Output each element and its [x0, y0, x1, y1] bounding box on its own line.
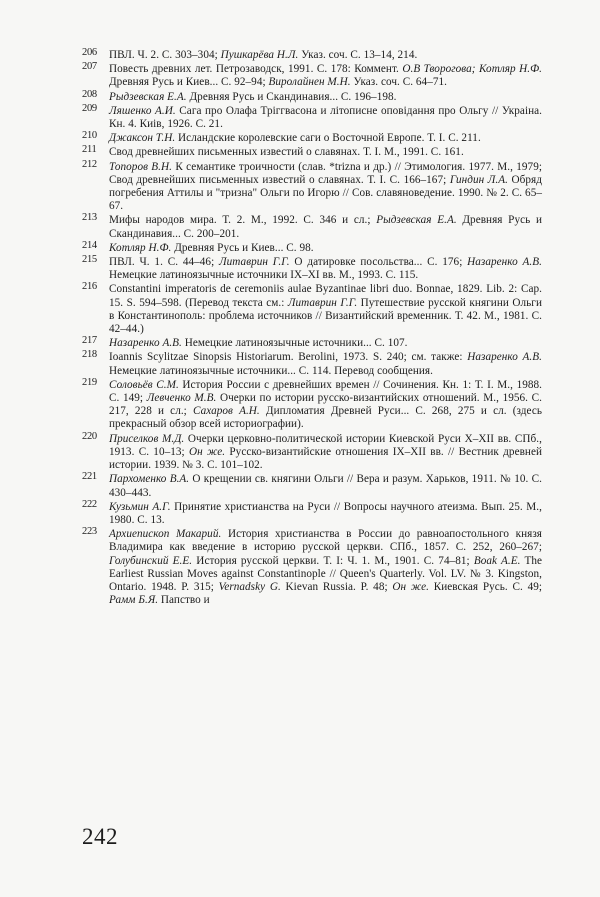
footnote-author: Он же.	[392, 580, 429, 593]
footnote-author: Назаренко А.В.	[467, 351, 542, 364]
footnote-author: Литаврин Г.Г.	[287, 296, 358, 309]
footnote-text: О крещении св. княгини Ольги // Вера и разум. Харьков, 1911. № 10. С. 430–443.	[109, 473, 542, 499]
footnote-author: Топоров В.Н.	[109, 160, 173, 173]
footnote	[82, 158, 542, 214]
footnote-number: 208	[82, 88, 97, 100]
footnote-author: Кузьмин А.Г.	[109, 500, 171, 513]
footnote	[82, 88, 542, 104]
footnote-text: Принятие христианства на Руси // Вопросы научного атеизма. Вып. 25. М., 1980. С. 13.	[109, 500, 542, 526]
footnote-text: История христианства в России до равноапостольного князя Владимира как введение в историю русской церкви. СПб., 1857. С. 252, 260–267;	[109, 528, 542, 554]
footnote-author: Котляр Н.Ф.	[109, 241, 172, 254]
footnote-number: 219	[82, 376, 97, 388]
footnote	[82, 528, 542, 607]
footnote-text: Древняя Русь и Киев... С. 98.	[171, 241, 314, 254]
footnote	[82, 351, 542, 377]
footnote	[82, 283, 542, 336]
footnote-text: Указ. соч. С. 13–14, 214.	[298, 49, 418, 61]
footnote-number: 222	[82, 498, 97, 510]
footnote-author: Гиндин Л.А.	[449, 173, 508, 186]
footnote-text: Дипломатия Древней Руси... С. 268, 275 и сл. (здесь прекрасный обзор всей историографии).	[109, 405, 542, 431]
footnote-number: 221	[82, 471, 97, 483]
footnote-author: Рамм Б.Я.	[109, 594, 159, 607]
footnote-number: 207	[82, 61, 97, 73]
footnote	[82, 102, 543, 131]
footnote-author: О.В Творогова; Котляр Н.Ф.	[402, 63, 542, 76]
footnote-text: Обряд погребения Аттилы и "тризна" Ольги по Игорю // Сов. славяноведение. 1990. № 2. С. 65–67.	[109, 173, 542, 213]
footnote	[82, 498, 542, 527]
footnote-author: Ляшенко А.И.	[109, 104, 176, 117]
footnote-text: The Earliest Russian Moves against Constantinople // Queen's Quarterly. Vol. LV. № 3. Kingston, Ontario. 1948. P. 315;	[109, 554, 542, 593]
footnote-author: Джаксон Т.Н.	[109, 132, 176, 145]
footnote-text: Древняя Русь и Скандинавия... С. 200–201.	[109, 214, 542, 240]
footnote-text: Немецкие латиноязычные источники... С. 114. Перевод сообщения.	[109, 364, 433, 377]
footnote-text: Исландские королевские саги о Восточной Европе. Т. I. С. 211.	[175, 132, 481, 145]
footnote-text: Свод древнейших письменных известий о славянах. Т. I. М., 1991. С. 161.	[109, 146, 464, 159]
page-number: 242	[82, 824, 118, 849]
footnote-text: Ioannis Scylitzae Sinopsis Historiarum. Berolini, 1973. S. 240; см. также:	[109, 351, 468, 364]
footnote-text: Немецкие латиноязычные источники... С. 107.	[181, 337, 408, 350]
footnote	[82, 63, 542, 89]
footnote-number: 216	[82, 281, 97, 293]
footnote	[82, 214, 542, 240]
footnote-number: 214	[82, 239, 97, 251]
footnote-text: Папство и	[158, 594, 210, 607]
footnote-text: К семантике троичности (слав. *trizna и др.) // Этимология. 1977. М., 1979; Свод древнейших письменных известий о славянах. Т. I. С. 166–167;	[109, 160, 542, 186]
footnote-text: Путешествие русской княгини Ольги в Константинополь: проблема источников // Византийский временник. Т. 42. М., 1981. С. 42–44.)	[109, 296, 542, 336]
footnote-author: Сахаров А.Н.	[192, 405, 260, 418]
footnote-text: Указ. соч. С. 64–71.	[350, 76, 447, 89]
footnote-text: Мифы народов мира. Т. 2. М., 1992. С. 346 и сл.;	[109, 214, 377, 227]
footnote-author: Пушкарёва Н.Л.	[220, 49, 299, 61]
footnote-number: 210	[82, 130, 97, 142]
footnote-number: 218	[82, 349, 97, 361]
footnote-text: Древняя Русь и Киев... С. 92–94;	[109, 76, 269, 89]
footnote-text: Сага про Олафа Трiггвасона и лiтописне оповiдання про Ольгу // Украiна. Кн. 4. Киiв, 1926. С. 21.	[109, 104, 543, 131]
footnote-author: Он же.	[188, 445, 226, 458]
footnote-author: Пархоменко В.А.	[109, 473, 190, 486]
footnote-text: Русско-византийские отношения IX–XII вв. // Вестник древней истории. 1939. № 3. С. 101–102.	[109, 445, 543, 472]
footnote-number: 217	[82, 335, 97, 347]
footnote-text: Kievan Russia. P. 48;	[280, 580, 393, 593]
footnote-text: ПВЛ. Ч. 1. С. 44–46;	[109, 256, 220, 269]
footnote-number: 206	[82, 47, 97, 58]
footnote-text: История России с древнейших времен // Сочинения. Кн. 1: Т. I. М., 1988. С. 149;	[109, 378, 543, 405]
footnote-author: Голубинский Е.Е.	[109, 554, 193, 567]
footnote-author: Рыдзевская Е.А.	[376, 214, 457, 227]
footnote-author: Соловьёв С.М.	[109, 378, 179, 391]
footnote-text: История русской церкви. Т. I: Ч. 1. М., 1901. С. 74–81;	[192, 554, 474, 567]
footnote	[82, 49, 542, 62]
footnote-number: 209	[82, 102, 97, 114]
footnote-author: Boak A.E.	[473, 554, 521, 567]
footnote-text: Очерки церковно-политической истории Киевской Руси X–XII вв. СПб., 1913. С. 10–13;	[109, 432, 542, 458]
footnotes-list	[82, 49, 542, 608]
footnote-author: Приселков М.Д.	[109, 432, 185, 445]
footnote	[82, 146, 542, 159]
footnote	[82, 430, 543, 473]
footnote	[82, 473, 542, 499]
footnote-author: Архиепископ Макарий.	[109, 528, 222, 541]
footnote-text: Повесть древних лет. Петрозаводск, 1991. С. 178: Коммент.	[109, 63, 403, 76]
footnote-number: 211	[82, 144, 97, 156]
footnote-author: Назаренко А.В.	[467, 256, 542, 269]
footnote	[82, 376, 543, 432]
footnote-author: Vernadsky G.	[218, 580, 281, 593]
footnote	[82, 132, 542, 145]
footnote-text: ПВЛ. Ч. 2. С. 303–304;	[109, 49, 221, 61]
footnote-number: 215	[82, 254, 97, 266]
footnote-text: О датировке посольства... С. 176;	[289, 256, 468, 269]
footnote-author: Рыдзевская Е.А.	[109, 90, 187, 103]
footnote-number: 212	[82, 158, 97, 170]
footnote	[82, 337, 542, 350]
footnote-author: Левченко М.В.	[146, 392, 217, 405]
footnote-author: Виролайнен М.Н.	[268, 76, 351, 89]
footnote-text: Древняя Русь и Скандинавия... С. 196–198.	[186, 90, 397, 103]
footnote-number: 213	[82, 212, 97, 224]
footnote	[82, 239, 542, 255]
footnote-number: 220	[82, 430, 97, 442]
footnote-text: Constantini imperatoris de ceremoniis aulae Byzantinae libri duo. Bonnae, 1829. Lib. 2: Cap. 15. S. 594–598. (Перевод текста см.:	[109, 283, 542, 309]
footnote-number: 223	[82, 526, 97, 538]
footnote	[82, 256, 542, 282]
footnote-author: Литаврин Г.Г.	[219, 256, 290, 269]
footnote-text: Очерки по истории русско-византийских отношений. М., 1956. С. 217, 228 и сл.;	[109, 392, 542, 418]
footnote-text: Немецкие латиноязычные источники IX–XI вв. М., 1993. С. 115.	[109, 269, 419, 282]
footnote-author: Назаренко А.В.	[109, 337, 182, 350]
footnote-text: Киевская Русь. С. 49;	[429, 580, 543, 593]
